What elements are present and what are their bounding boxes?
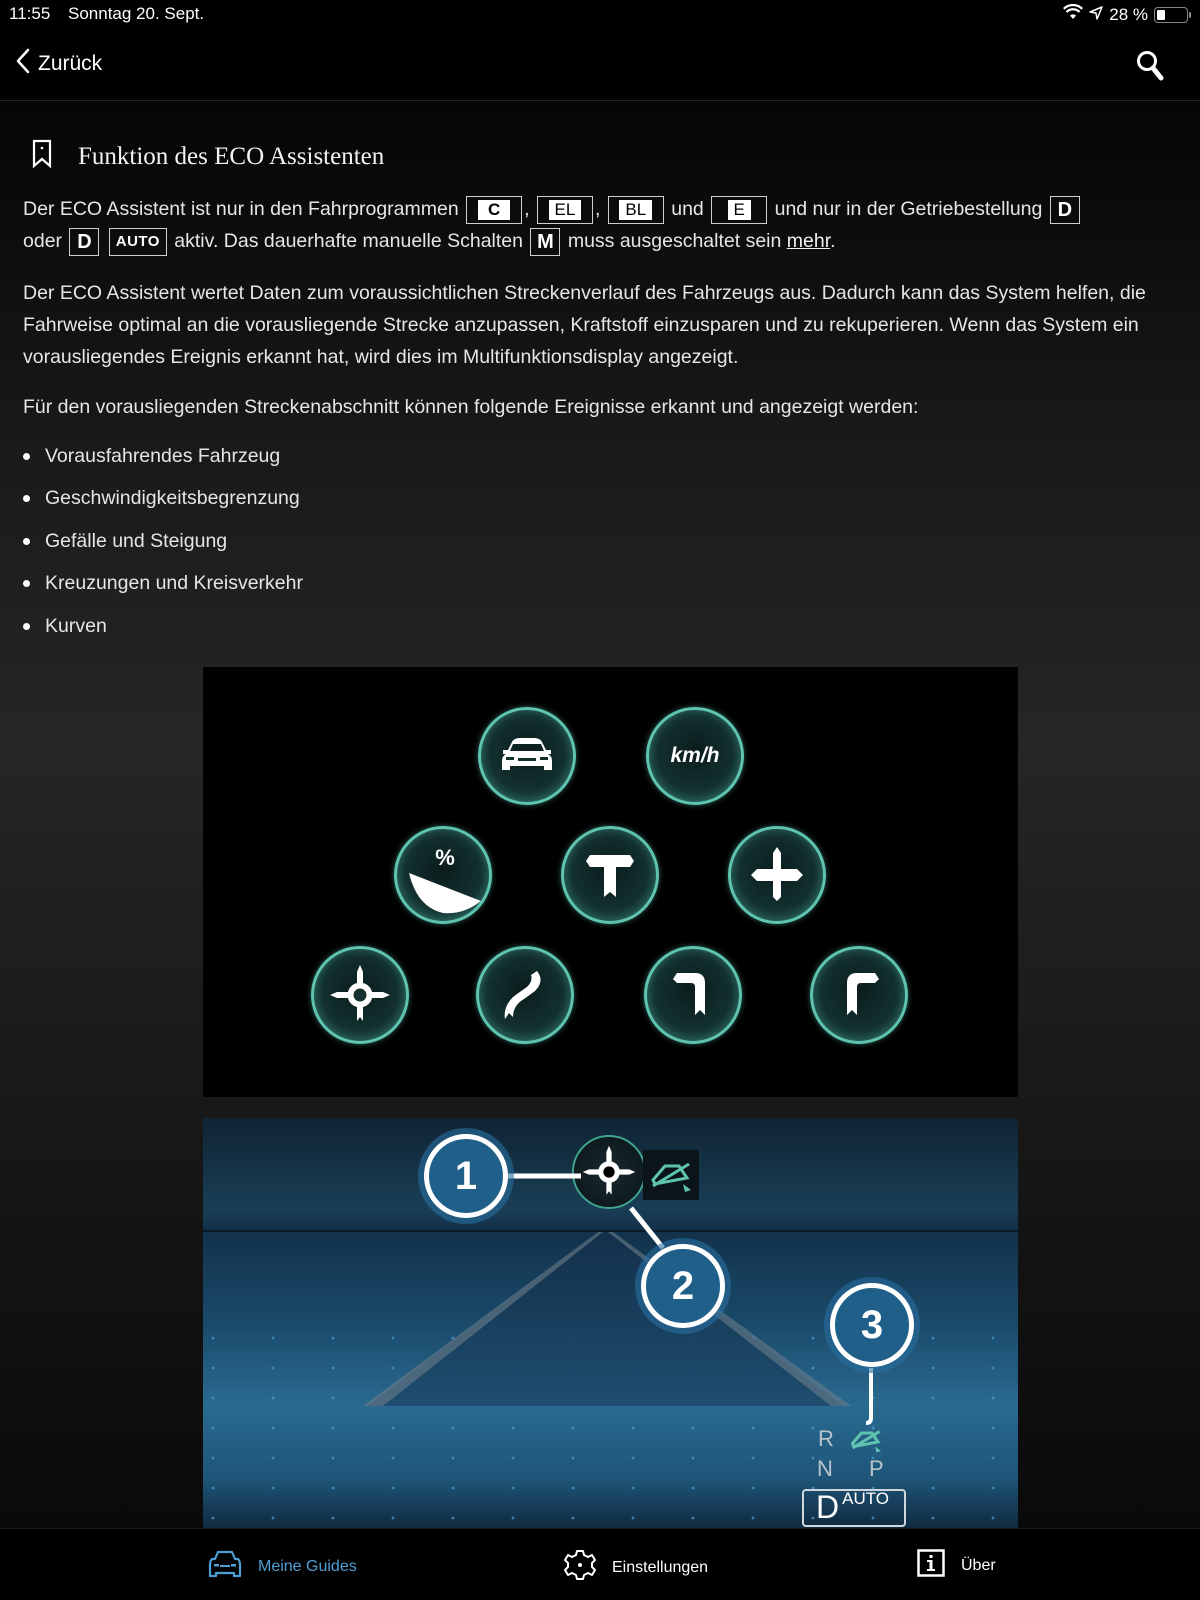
list-item (23, 435, 303, 478)
navigation-bar (0, 30, 1200, 101)
badge-drive-program-bl (608, 196, 664, 224)
bookmark-icon[interactable] (32, 139, 52, 174)
paragraph-events-intro: Für den vorausliegenden Streckenabschnitt können folgende Ereignisse erkannt und angezeigt werden: (23, 396, 919, 418)
text: muss ausgeschaltet sein (567, 230, 782, 252)
badge-auto: AUTO (109, 228, 167, 256)
s-curve-icon (476, 946, 574, 1044)
list-item-label: Kurven (45, 614, 107, 637)
gear-n: N (817, 1456, 833, 1481)
gradient-icon (394, 826, 492, 924)
location-icon (1089, 5, 1103, 25)
list-item-label: Kreuzungen und Kreisverkehr (45, 572, 303, 595)
bullet-icon (23, 453, 30, 460)
badge-drive-program-e (711, 196, 767, 224)
badge-label: C (478, 200, 510, 220)
wifi-icon (1063, 4, 1083, 25)
text: und nur in der Getriebestellung (774, 198, 1043, 220)
text: aktiv. Das dauerhafte manuelle Schalten (174, 230, 523, 252)
tab-label: Über (961, 1556, 996, 1574)
callout-3: 3 (830, 1283, 914, 1367)
tab-bar (0, 1528, 1200, 1600)
badge-gear-d: D (1050, 196, 1080, 224)
eco-assist-icon (845, 1424, 887, 1459)
status-indicators (1063, 4, 1188, 25)
text: , (594, 198, 601, 220)
gear-d-auto (802, 1489, 906, 1527)
article-content[interactable] (0, 101, 1200, 1528)
bullet-icon (23, 495, 30, 502)
gear-p: P (869, 1456, 884, 1481)
car-icon (208, 1549, 242, 1584)
badge-drive-program-c (466, 196, 522, 224)
tab-einstellungen[interactable] (564, 1549, 708, 1586)
back-label: Zurück (38, 52, 103, 75)
list-item (23, 605, 303, 648)
badge-manual-m: M (530, 228, 560, 256)
tab-meine-guides[interactable] (208, 1549, 357, 1584)
badge-label: E (728, 200, 751, 220)
section-header (32, 139, 384, 174)
tab-label: Meine Guides (258, 1557, 357, 1575)
paragraph-description: Der ECO Assistent wertet Daten zum voraussichtlichen Streckenverlauf des Fahrzeugs aus. Dadurch kann das System helfen, die Fahrweise optimal an die vorausliegende Strecke anzupassen, Kraftstoff einzusparen und zu rekuperieren. Wenn das System ein vorausliegendes Ereignis erkannt hat, wird dies im Multifunktionsdisplay angezeigt. (23, 282, 1146, 368)
speed-limit-label: km/h (670, 744, 720, 767)
search-button[interactable] (1136, 50, 1164, 87)
list-item-label: Geschwindigkeitsbegrenzung (45, 487, 300, 510)
paragraph-availability (23, 193, 1183, 257)
battery-icon (1154, 7, 1188, 23)
gear-auto: AUTO (842, 1489, 890, 1508)
chevron-left-icon (16, 48, 30, 80)
callout-2: 2 (641, 1244, 725, 1328)
gear-icon (564, 1549, 596, 1586)
badge-label: EL (549, 200, 582, 220)
text: oder (23, 230, 63, 252)
list-item (23, 520, 303, 563)
battery-percent: 28 % (1109, 4, 1148, 24)
list-item (23, 563, 303, 606)
events-list (23, 435, 303, 648)
status-bar (0, 0, 1200, 30)
text: und (671, 198, 704, 220)
search-icon (1136, 69, 1164, 86)
roundabout-icon (311, 946, 409, 1044)
svg-text:%: % (435, 845, 455, 870)
status-date: Sonntag 20. Sept. (68, 4, 205, 23)
more-link[interactable]: mehr (786, 230, 831, 252)
multifunction-display-figure (203, 1118, 1018, 1528)
tab-label: Einstellungen (612, 1558, 709, 1576)
bullet-icon (23, 538, 30, 545)
text: . (830, 230, 836, 252)
gear-d: D (816, 1489, 840, 1525)
speed-limit-icon (646, 707, 744, 805)
status-time: 11:55 (9, 4, 51, 23)
text: Der ECO Assistent ist nur in den Fahrprogrammen (23, 198, 459, 220)
badge-gear-d: D (69, 228, 99, 256)
callout-1: 1 (424, 1134, 508, 1218)
badge-label: BL (619, 200, 652, 220)
left-bend-icon (810, 946, 908, 1044)
vehicle-ahead-icon (478, 707, 576, 805)
tab-ueber[interactable] (917, 1549, 996, 1582)
badge-drive-program-el (537, 196, 593, 224)
info-icon (917, 1549, 945, 1582)
bullet-icon (23, 623, 30, 630)
page-title: Funktion des ECO Assistenten (78, 142, 385, 170)
bullet-icon (23, 580, 30, 587)
t-junction-icon (561, 826, 659, 924)
crossroads-icon (728, 826, 826, 924)
list-item-label: Gefälle und Steigung (45, 529, 228, 552)
list-item (23, 478, 303, 521)
back-button[interactable] (16, 48, 102, 80)
right-bend-icon (644, 946, 742, 1044)
list-item-label: Vorausfahrendes Fahrzeug (45, 444, 281, 467)
gear-r: R (818, 1426, 834, 1451)
text: , (524, 198, 530, 220)
eco-icons-figure (203, 667, 1018, 1097)
